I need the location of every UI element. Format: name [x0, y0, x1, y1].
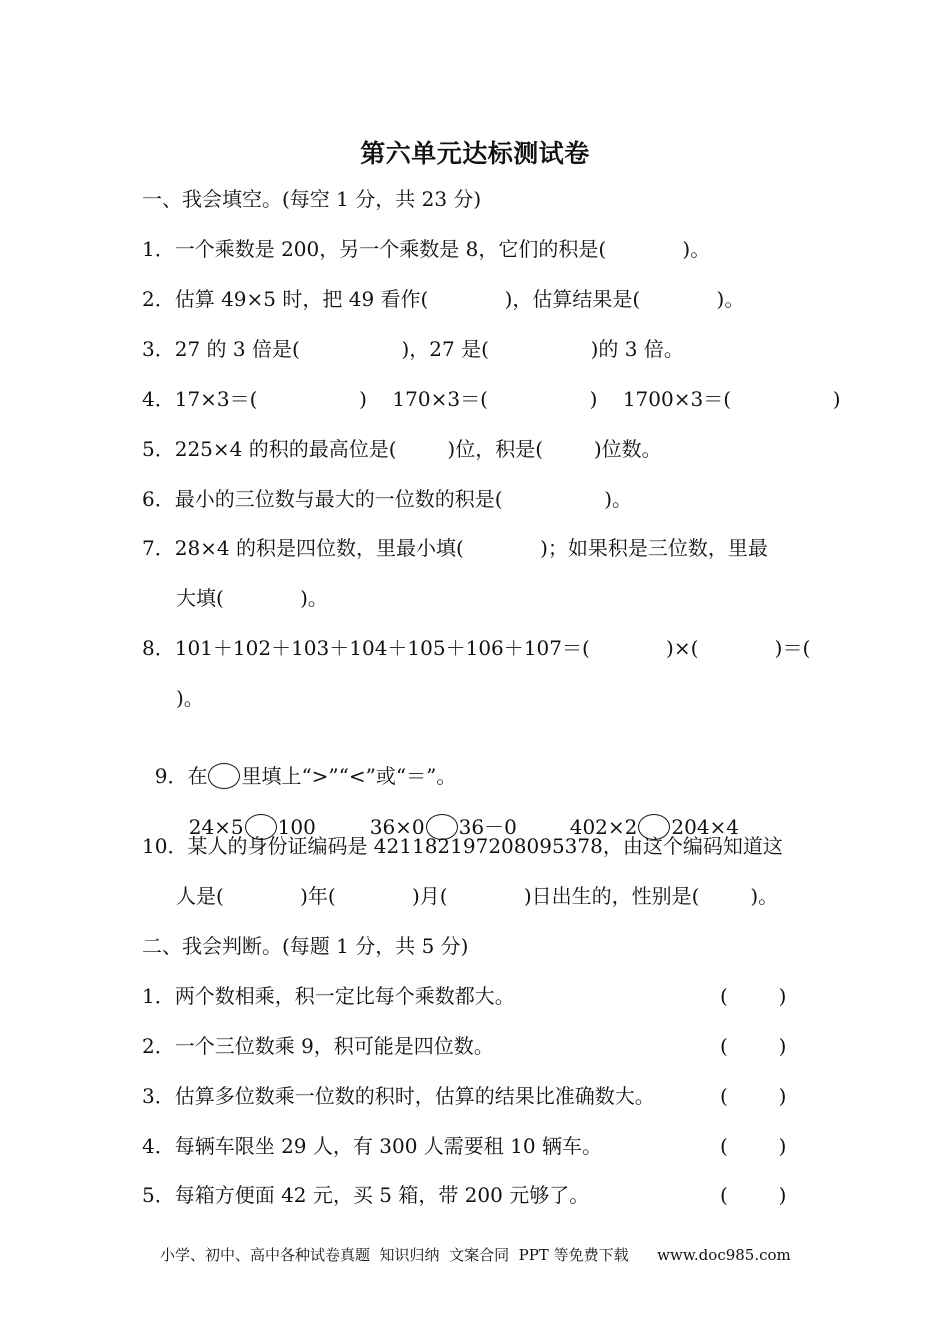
judge-item-1: 1．两个数相乘，积一定比每个乘数都大。: [142, 984, 515, 1008]
compare-right: 36－0: [458, 815, 517, 839]
compare-right: 100: [277, 815, 316, 839]
judge-item-3: 3．估算多位数乘一位数的积时，估算的结果比准确数大。: [142, 1084, 655, 1108]
question-4: 4．17×3＝( ) 170×3＝( ) 1700×3＝( ): [142, 387, 841, 411]
compare-left: 402×2: [569, 815, 638, 839]
question-3: 3．27 的 3 倍是( )，27 是( )的 3 倍。: [142, 337, 684, 361]
question-10-line1: 10．某人的身份证编码是 421182197208095378，由这个编码知道这: [142, 834, 783, 858]
section1-heading: 一、我会填空。(每空 1 分，共 23 分): [142, 187, 482, 211]
judge-answer-5: ( ): [720, 1183, 787, 1207]
judge-answer-1: ( ): [720, 984, 787, 1008]
footer-text: 小学、初中、高中各种试卷真题 知识归纳 文案合同 PPT 等免费下载 www.doc985.com: [160, 1246, 791, 1264]
question-6: 6．最小的三位数与最大的一位数的积是( )。: [142, 487, 633, 511]
judge-answer-4: ( ): [720, 1134, 787, 1158]
question-10-line2: 人是( )年( )月( )日出生的，性别是( )。: [176, 884, 779, 908]
question-9-prefix: 9．在: [154, 764, 208, 788]
question-2: 2．估算 49×5 时，把 49 看作( )，估算结果是( )。: [142, 287, 745, 311]
question-1: 1．一个乘数是 200，另一个乘数是 8，它们的积是( )。: [142, 237, 711, 261]
judge-item-4: 4．每辆车限坐 29 人，有 300 人需要租 10 辆车。: [142, 1134, 602, 1158]
question-8-line1: 8．101＋102＋103＋104＋105＋106＋107＝( )×( )＝(: [142, 636, 811, 660]
question-5: 5．225×4 的积的最高位是( )位，积是( )位数。: [142, 437, 662, 461]
section2-heading: 二、我会判断。(每题 1 分，共 5 分): [142, 934, 469, 958]
judge-item-2: 2．一个三位数乘 9，积可能是四位数。: [142, 1034, 494, 1058]
question-8-line2: )。: [176, 686, 204, 710]
question-9-suffix: 里填上“>”“<”或“＝”。: [241, 764, 457, 788]
page-title: 第六单元达标测试卷: [360, 139, 590, 168]
judge-item-5: 5．每箱方便面 42 元，买 5 箱，带 200 元够了。: [142, 1183, 590, 1207]
question-7-line2: 大填( )。: [176, 586, 328, 610]
question-7-line1: 7．28×4 的积是四位数，里最小填( )；如果积是三位数，里最: [142, 536, 768, 560]
judge-answer-3: ( ): [720, 1084, 787, 1108]
compare-left: 24×5: [188, 815, 244, 839]
compare-left: 36×0: [369, 815, 425, 839]
judge-answer-2: ( ): [720, 1034, 787, 1058]
compare-right: 204×4: [671, 815, 740, 839]
